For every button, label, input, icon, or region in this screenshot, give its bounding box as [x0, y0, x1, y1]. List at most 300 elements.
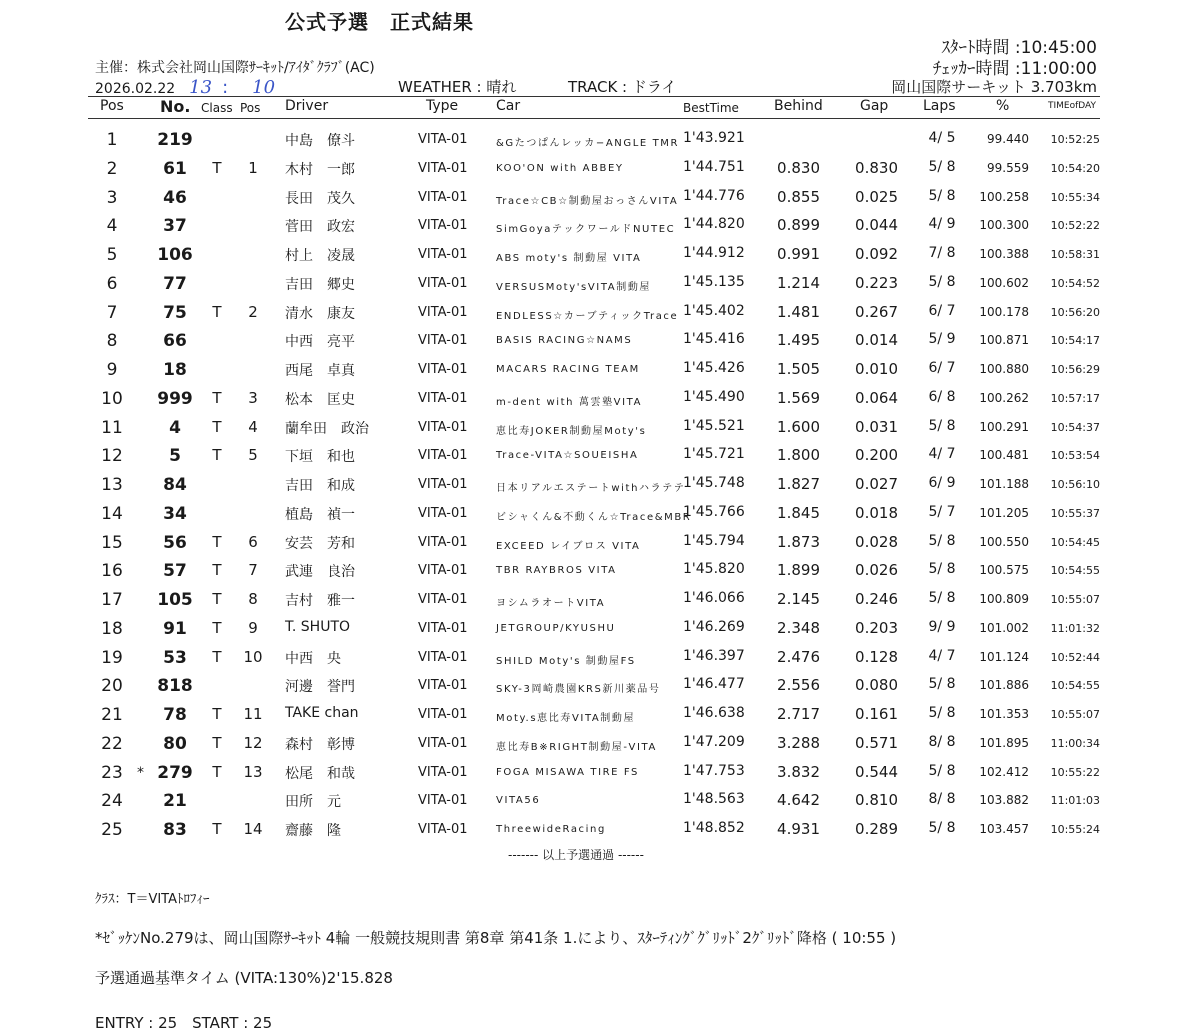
row-laps: 5/ 8 [928, 676, 956, 693]
row-behind: 0.855 [777, 187, 820, 206]
event-date: 2026.02.22 [95, 81, 176, 97]
row-car-number: 75 [163, 302, 187, 323]
row-best-time: 1'48.852 [683, 820, 745, 836]
row-position: 22 [101, 733, 123, 754]
row-car-number: 83 [163, 820, 187, 840]
row-driver: 中西 亮平 [285, 334, 355, 351]
row-laps: 8/ 8 [928, 733, 956, 750]
row-gap: 0.064 [855, 388, 898, 407]
row-car-number: 18 [163, 360, 187, 380]
row-laps: 4/ 7 [928, 446, 956, 463]
row-laps: 8/ 8 [928, 791, 956, 808]
row-position: 13 [101, 475, 123, 495]
row-best-time: 1'47.209 [683, 733, 745, 750]
row-class: T [212, 647, 222, 666]
row-percent: 101.124 [979, 649, 1029, 664]
row-percent: 101.188 [979, 477, 1029, 491]
row-type: VITA-01 [418, 793, 468, 809]
row-best-time: 1'45.521 [683, 417, 745, 434]
row-car-name: TBR RAYBROS VITA [496, 565, 617, 577]
row-type: VITA-01 [418, 563, 468, 579]
row-time-of-day: 10:54:45 [1050, 535, 1100, 549]
row-class: T [212, 417, 222, 436]
row-driver: 下垣 和也 [285, 449, 355, 466]
row-position: 21 [101, 705, 123, 725]
handwritten-minute: 10 [252, 77, 276, 98]
row-behind: 0.899 [777, 216, 820, 235]
row-percent: 100.291 [979, 419, 1029, 434]
row-car-name: VERSUSMoty'sVITA制動屋 [496, 281, 652, 293]
table-row [0, 356, 1200, 385]
row-position: 23 [101, 762, 123, 783]
row-penalty-mark: * [137, 764, 144, 781]
row-car-name: SimGoyaテックワールドNUTEC [496, 224, 676, 236]
row-best-time: 1'46.477 [683, 676, 745, 693]
row-behind: 4.642 [777, 791, 820, 810]
table-row [0, 414, 1200, 443]
row-gap: 0.092 [855, 245, 898, 263]
col-class: Class [201, 101, 233, 115]
row-behind: 3.288 [777, 733, 820, 752]
row-car-number: 66 [163, 331, 187, 352]
row-car-number: 57 [163, 561, 187, 582]
row-laps: 5/ 8 [928, 590, 956, 606]
row-gap: 0.246 [855, 590, 898, 608]
row-percent: 101.205 [979, 505, 1029, 520]
row-driver: 植島 禎一 [285, 506, 355, 523]
row-behind: 1.827 [777, 475, 820, 493]
row-position: 4 [106, 216, 118, 237]
row-car-number: 56 [163, 532, 187, 553]
date-line [95, 77, 275, 98]
row-driver: 菅田 政宏 [285, 219, 355, 236]
col-behind: Behind [774, 98, 823, 114]
row-time-of-day: 10:55:07 [1050, 593, 1100, 606]
row-driver: T. SHUTO [285, 618, 351, 635]
row-percent: 100.262 [979, 390, 1029, 405]
row-percent: 100.178 [979, 304, 1029, 319]
row-percent: 100.602 [979, 275, 1029, 290]
row-type: VITA-01 [418, 362, 468, 377]
row-time-of-day: 10:55:07 [1050, 708, 1100, 721]
row-car-name: KOO'ON with ABBEY [496, 162, 624, 174]
row-time-of-day: 11:00:34 [1050, 736, 1100, 750]
row-laps: 6/ 9 [928, 475, 956, 491]
header-rule-bottom [88, 118, 1100, 119]
col-best-time: BestTime [683, 101, 739, 115]
row-time-of-day: 10:57:17 [1050, 391, 1100, 405]
entry-start-count: ENTRY : 25 START : 25 [95, 1014, 273, 1032]
row-best-time: 1'46.066 [683, 590, 745, 606]
col-no: No. [160, 97, 191, 116]
row-car-name: m-dent with 萬雲塾VITA [496, 396, 643, 408]
row-best-time: 1'46.397 [683, 647, 745, 664]
col-pos: Pos [100, 98, 124, 114]
table-row [0, 442, 1200, 471]
row-class: T [212, 158, 222, 177]
row-gap: 0.161 [855, 705, 898, 723]
row-best-time: 1'45.748 [683, 475, 745, 491]
row-time-of-day: 10:53:54 [1050, 449, 1100, 463]
row-gap: 0.830 [855, 158, 898, 177]
row-laps: 5/ 7 [928, 503, 956, 520]
row-percent: 100.871 [979, 333, 1029, 348]
row-car-name: MACARS RACING TEAM [496, 364, 640, 375]
row-gap: 0.571 [855, 733, 898, 752]
row-gap: 0.267 [855, 302, 898, 321]
row-class-position: 11 [243, 705, 263, 723]
row-position: 16 [101, 561, 123, 582]
row-class-position: 1 [248, 158, 258, 177]
table-row [0, 730, 1200, 759]
row-type: VITA-01 [418, 592, 468, 607]
header-rule-top [88, 96, 1100, 97]
row-class-position: 9 [248, 618, 258, 637]
row-behind: 3.832 [777, 762, 820, 781]
row-car-number: 4 [169, 417, 181, 438]
row-type: VITA-01 [418, 448, 468, 464]
row-driver: 齋藤 隆 [285, 823, 341, 839]
row-driver: 長田 茂久 [285, 190, 355, 207]
row-position: 3 [106, 187, 118, 208]
row-time-of-day: 10:54:20 [1050, 161, 1100, 175]
row-car-number: 999 [157, 388, 193, 409]
row-laps: 5/ 8 [928, 158, 956, 175]
row-class-position: 8 [248, 590, 258, 608]
venue: 岡山国際サーキット 3.703km [891, 78, 1097, 96]
row-time-of-day: 10:54:17 [1050, 334, 1100, 348]
row-type: VITA-01 [418, 764, 468, 780]
row-laps: 5/ 8 [928, 187, 956, 204]
row-behind: 1.800 [777, 446, 820, 465]
row-best-time: 1'48.563 [683, 791, 745, 808]
row-driver: 松尾 和哉 [285, 765, 355, 782]
row-class-position: 10 [243, 647, 263, 666]
row-class: T [212, 618, 222, 637]
row-position: 15 [101, 532, 123, 553]
row-gap: 0.544 [855, 762, 898, 781]
qualifying-standard-time: 予選通過基準タイム (VITA:130%)2'15.828 [95, 969, 393, 987]
row-time-of-day: 11:01:03 [1050, 794, 1100, 808]
row-best-time: 1'45.416 [683, 331, 745, 348]
row-car-number: 105 [157, 590, 193, 610]
row-laps: 5/ 8 [928, 273, 956, 290]
row-gap: 0.044 [855, 216, 898, 235]
row-car-name: SKY-3岡崎農園KRS新川薬品号 [496, 684, 661, 696]
row-car-number: 34 [163, 503, 187, 524]
row-position: 20 [101, 676, 123, 697]
row-laps: 4/ 5 [928, 130, 956, 146]
row-percent: 100.880 [979, 362, 1029, 376]
row-type: VITA-01 [418, 160, 468, 176]
row-best-time: 1'45.135 [683, 273, 745, 290]
row-best-time: 1'44.912 [683, 245, 745, 261]
row-driver: 森村 彰博 [285, 736, 355, 753]
table-row [0, 212, 1200, 241]
row-time-of-day: 10:55:37 [1050, 506, 1100, 520]
row-gap: 0.203 [855, 618, 898, 637]
class-note: ｸﾗｽ：T＝VITAﾄﾛﾌｨｰ [95, 892, 210, 907]
row-driver: 木村 一郎 [285, 161, 355, 178]
row-time-of-day: 10:56:29 [1050, 363, 1100, 376]
row-best-time: 1'46.638 [683, 705, 745, 721]
row-laps: 5/ 8 [928, 762, 956, 779]
row-percent: 100.575 [979, 563, 1029, 578]
row-class: T [212, 762, 222, 781]
row-position: 19 [101, 647, 123, 668]
row-behind: 2.717 [777, 705, 820, 723]
row-car-number: 5 [169, 446, 181, 467]
row-laps: 5/ 8 [928, 532, 956, 549]
row-driver: 中西 央 [285, 650, 341, 667]
organizer: 主催：株式会社岡山国際ｻｰｷｯﾄ/ｱｲﾀﾞｸﾗﾌﾞ(AC) [95, 60, 375, 76]
row-best-time: 1'44.751 [683, 158, 745, 175]
row-class: T [212, 561, 222, 580]
table-row [0, 759, 1200, 788]
row-position: 1 [106, 130, 118, 150]
row-behind: 2.476 [777, 647, 820, 666]
penalty-note: *ｾﾞｯｹﾝNo.279は、岡山国際ｻｰｷｯﾄ 4輪 一般競技規則書 第8章 第41条 1.により、ｽﾀｰﾃｨﾝｸﾞｸﾞﾘｯﾄﾞ2ｸﾞﾘｯﾄﾞ降格 ( 10:55 ) [95, 929, 897, 947]
row-behind: 2.348 [777, 618, 820, 637]
row-gap: 0.200 [855, 446, 898, 465]
row-best-time: 1'45.820 [683, 561, 745, 578]
row-class-position: 12 [243, 733, 263, 752]
row-percent: 100.550 [979, 534, 1029, 549]
row-type: VITA-01 [418, 304, 468, 320]
row-car-name: ABS moty's 制動屋 VITA [496, 253, 642, 264]
row-car-name: ヨシムラオートVITA [496, 598, 606, 609]
row-type: VITA-01 [418, 218, 468, 234]
row-car-name: Moty.s恵比寿VITA制動屋 [496, 713, 636, 724]
row-behind: 1.569 [777, 388, 820, 407]
page-title: 公式予選 正式結果 [285, 10, 474, 34]
row-class: T [212, 302, 222, 321]
row-time-of-day: 10:54:37 [1050, 420, 1100, 434]
row-class: T [212, 446, 222, 465]
row-gap: 0.027 [855, 475, 898, 493]
row-position: 2 [106, 158, 118, 179]
row-driver: 武連 良治 [285, 564, 355, 581]
row-time-of-day: 10:54:55 [1050, 564, 1100, 578]
row-percent: 99.440 [987, 132, 1029, 146]
row-car-number: 46 [163, 187, 187, 208]
row-driver: 安芸 芳和 [285, 535, 355, 552]
row-car-name: FOGA MISAWA TIRE FS [496, 766, 639, 778]
row-behind: 1.214 [777, 273, 820, 292]
row-laps: 6/ 7 [928, 360, 956, 376]
row-laps: 9/ 9 [928, 618, 956, 635]
row-type: VITA-01 [418, 477, 468, 492]
table-row [0, 787, 1200, 816]
row-car-number: 106 [157, 245, 193, 265]
row-type: VITA-01 [418, 247, 468, 262]
row-behind: 1.845 [777, 503, 820, 522]
col-class-pos: Pos [240, 101, 261, 115]
row-car-number: 53 [163, 647, 187, 668]
row-gap: 0.028 [855, 532, 898, 551]
row-gap: 0.810 [855, 791, 898, 810]
row-driver: 西尾 卓真 [285, 363, 355, 379]
row-percent: 101.353 [979, 707, 1029, 721]
row-car-name: 日本リアルエステートwithハラテテ [496, 483, 686, 494]
row-percent: 102.412 [979, 764, 1029, 779]
row-position: 5 [106, 245, 118, 265]
row-best-time: 1'45.490 [683, 388, 745, 405]
table-row [0, 471, 1200, 500]
row-laps: 5/ 8 [928, 820, 956, 836]
row-type: VITA-01 [418, 678, 468, 694]
row-type: VITA-01 [418, 419, 468, 435]
table-row [0, 615, 1200, 644]
row-car-number: 84 [163, 475, 187, 495]
row-class-position: 14 [243, 820, 263, 838]
track-condition: TRACK : ドライ [568, 78, 677, 96]
qualify-passed-line: ------- 以上予選通過 ------ [508, 848, 644, 862]
table-row [0, 184, 1200, 213]
row-behind: 1.495 [777, 331, 820, 350]
col-time-of-day: TIMEofDAY [1048, 101, 1097, 111]
row-percent: 100.300 [979, 218, 1029, 233]
table-row [0, 672, 1200, 701]
row-car-number: 80 [163, 733, 187, 754]
row-best-time: 1'45.402 [683, 302, 745, 319]
row-best-time: 1'44.776 [683, 187, 745, 204]
row-position: 17 [101, 590, 123, 610]
row-position: 25 [101, 820, 123, 840]
row-car-number: 279 [157, 762, 193, 783]
row-type: VITA-01 [418, 333, 468, 349]
row-class-position: 4 [248, 417, 258, 436]
row-position: 6 [106, 273, 118, 294]
row-time-of-day: 10:55:22 [1050, 765, 1100, 779]
col-driver: Driver [285, 98, 329, 114]
row-time-of-day: 10:52:44 [1050, 650, 1100, 664]
row-percent: 101.002 [979, 620, 1029, 635]
table-row [0, 299, 1200, 328]
row-type: VITA-01 [418, 275, 468, 291]
row-laps: 4/ 7 [928, 647, 956, 664]
row-car-name: SHILD Moty's 制動屋FS [496, 655, 636, 667]
row-car-number: 818 [157, 676, 193, 697]
row-position: 11 [101, 417, 123, 438]
row-gap: 0.010 [855, 360, 898, 378]
row-class: T [212, 733, 222, 752]
col-laps: Laps [923, 98, 956, 114]
row-percent: 101.895 [979, 735, 1029, 750]
row-time-of-day: 10:52:25 [1050, 133, 1100, 146]
row-class-position: 3 [248, 388, 258, 407]
row-type: VITA-01 [418, 707, 468, 722]
row-best-time: 1'47.753 [683, 762, 745, 779]
row-laps: 5/ 8 [928, 705, 956, 721]
row-position: 18 [101, 618, 123, 639]
row-time-of-day: 11:01:32 [1050, 621, 1100, 635]
table-row [0, 385, 1200, 414]
table-row [0, 241, 1200, 270]
row-position: 7 [106, 302, 118, 323]
row-type: VITA-01 [418, 649, 468, 665]
row-best-time: 1'43.921 [683, 130, 745, 146]
row-behind: 0.830 [777, 158, 820, 177]
row-percent: 99.559 [987, 160, 1029, 175]
row-best-time: 1'45.721 [683, 446, 745, 463]
row-time-of-day: 10:56:20 [1050, 305, 1100, 319]
row-type: VITA-01 [418, 189, 468, 205]
row-driver: 清水 康友 [285, 305, 355, 322]
row-class: T [212, 532, 222, 551]
col-percent: % [996, 98, 1010, 114]
row-type: VITA-01 [418, 132, 468, 147]
row-time-of-day: 10:52:22 [1050, 219, 1100, 233]
row-behind: 1.505 [777, 360, 820, 378]
row-driver: 村上 凌晟 [285, 248, 355, 264]
row-gap: 0.018 [855, 503, 898, 522]
handwritten-hour: 13 [189, 77, 213, 98]
row-behind: 1.899 [777, 561, 820, 580]
row-best-time: 1'46.269 [683, 618, 745, 635]
row-laps: 5/ 8 [928, 417, 956, 434]
row-best-time: 1'45.794 [683, 532, 745, 549]
row-car-name: JETGROUP/KYUSHU [496, 622, 616, 634]
table-row [0, 155, 1200, 184]
row-driver: 吉田 和成 [285, 478, 355, 494]
row-laps: 5/ 9 [928, 331, 956, 348]
row-gap: 0.026 [855, 561, 898, 580]
table-row [0, 270, 1200, 299]
row-car-name: 恵比寿B※RIGHT制動屋-VITA [496, 741, 657, 753]
table-row [0, 557, 1200, 586]
checker-time: ﾁｪｯｶｰ時間 :11:00:00 [933, 59, 1097, 79]
row-class-position: 13 [243, 762, 263, 781]
row-gap: 0.080 [855, 676, 898, 695]
row-car-number: 21 [163, 791, 187, 812]
table-row [0, 586, 1200, 615]
handwritten-colon: : [222, 77, 229, 98]
row-gap: 0.223 [855, 273, 898, 292]
row-best-time: 1'45.766 [683, 503, 745, 520]
row-class: T [212, 705, 222, 723]
row-time-of-day: 10:56:10 [1050, 478, 1100, 491]
row-class: T [212, 820, 222, 838]
row-laps: 6/ 7 [928, 302, 956, 319]
row-percent: 103.882 [979, 793, 1029, 808]
weather: WEATHER : 晴れ [398, 78, 517, 96]
row-best-time: 1'44.820 [683, 216, 745, 233]
table-row [0, 327, 1200, 356]
table-row [0, 701, 1200, 730]
row-driver: 吉田 郷史 [285, 276, 355, 293]
row-car-number: 77 [163, 273, 187, 294]
row-car-name: Trace-VITA☆SOUEISHA [496, 450, 639, 462]
row-position: 24 [101, 791, 123, 812]
row-time-of-day: 10:55:34 [1050, 190, 1100, 204]
row-class: T [212, 590, 222, 608]
start-time: ｽﾀｰﾄ時間 :10:45:00 [941, 38, 1097, 58]
row-car-name: EXCEED レイブロス VITA [496, 540, 641, 552]
table-row [0, 816, 1200, 845]
row-laps: 4/ 9 [928, 216, 956, 233]
row-best-time: 1'45.426 [683, 360, 745, 376]
row-time-of-day: 10:58:31 [1050, 248, 1100, 261]
row-car-name: VITA56 [496, 795, 541, 807]
row-class-position: 2 [248, 302, 258, 321]
row-class: T [212, 388, 222, 407]
table-row [0, 126, 1200, 155]
row-car-number: 78 [163, 705, 187, 725]
table-row [0, 529, 1200, 558]
row-gap: 0.014 [855, 331, 898, 350]
row-gap: 0.031 [855, 417, 898, 436]
